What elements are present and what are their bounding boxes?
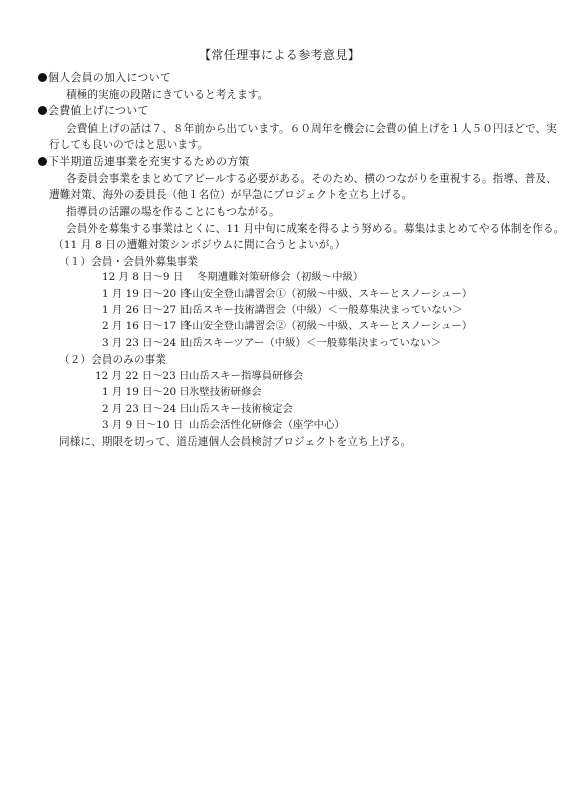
schedule-event: 山岳スキーツアー（中級）＜一般募集決まっていない＞ xyxy=(182,337,442,349)
section-body-line: 行しても良いのではと思います。 xyxy=(49,139,209,151)
section-body: 積極的実施の段階にきていると考えます。 xyxy=(66,89,269,101)
schedule-event: 山岳スキー指導員研修会 xyxy=(189,370,304,382)
section-body-line: 指導員の活躍の場を作ることにもつながる。 xyxy=(66,206,280,218)
bullet-icon xyxy=(38,106,47,115)
section-heading-plan xyxy=(38,155,250,169)
page-title: 【常任理事による参考意見】 xyxy=(199,48,361,62)
schedule-date: 12 月 8 日～9 日 xyxy=(102,271,184,283)
schedule-date: 1 月 19 日～20 日 xyxy=(102,288,190,300)
section-body-line: （11 月 8 日の遭難対策シンポジウムに間に合うとよいが。） xyxy=(53,239,346,251)
section-body-line: 会費値上げの話は７、８年前から出ています。６０周年を機会に会費の値上げを１人５０円ほどで、実 xyxy=(66,123,557,135)
schedule-date: 1 月 19 日～20 日 xyxy=(102,386,190,398)
schedule-event: 冬期遭難対策研修会（初級～中級） xyxy=(197,271,364,283)
bullet-icon xyxy=(38,73,47,82)
schedule-event: 冬山安全登山講習会①（初級～中級、スキーとスノーシュー） xyxy=(182,288,473,300)
bullet-icon xyxy=(38,157,47,166)
section-heading-text: 下半期道岳連事業を充実するための方策 xyxy=(48,155,250,168)
section-body-line: 各委員会事業をまとめてアピールする必要がある。そのため、横のつながりを重視する。指導、普及、 xyxy=(66,173,557,185)
section-heading-fee xyxy=(38,104,149,118)
schedule-event: 山岳会活性化研修会（座学中心） xyxy=(189,419,345,431)
section-heading-text: 個人会員の加入について xyxy=(48,71,171,84)
section-body-line: 遭難対策、海外の委員長（他１名位）が早急にプロジェクトを立ち上げる。 xyxy=(49,189,413,201)
schedule-date: 3 月 23 日～24 日 xyxy=(102,337,190,349)
schedule-date: 12 月 22 日～23 日 xyxy=(95,370,190,382)
schedule-date: 1 月 26 日～27 日 xyxy=(102,304,190,316)
schedule-event: 氷壁技術研修会 xyxy=(189,386,262,398)
section-heading-text: 会費値上げについて xyxy=(48,104,149,117)
group-label-open-events: （１）会員・会員外募集事業 xyxy=(59,256,199,268)
group-label-members-only: （２）会員のみの事業 xyxy=(59,354,166,366)
schedule-date: 2 月 23 日～24 日 xyxy=(102,403,190,415)
schedule-date: 3 月 9 日～10 日 xyxy=(102,419,184,431)
schedule-event: 山岳スキー技術検定会 xyxy=(189,403,293,415)
schedule-event: 山岳スキー技術講習会（中級）＜一般募集決まっていない＞ xyxy=(182,304,463,316)
closing-line: 同様に、期限を切って、道岳連個人会員検討プロジェクトを立ち上げる。 xyxy=(59,436,412,448)
section-heading-membership xyxy=(38,71,171,85)
schedule-date: 2 月 16 日～17 日 xyxy=(102,320,190,332)
schedule-event: 冬山安全登山講習会②（初級～中級、スキーとスノーシュー） xyxy=(182,320,473,332)
section-body-line: 会員外を募集する事業はとくに、11 月中旬に成案を得るよう努める。募集はまとめてやる体制を作る。 xyxy=(66,223,565,235)
